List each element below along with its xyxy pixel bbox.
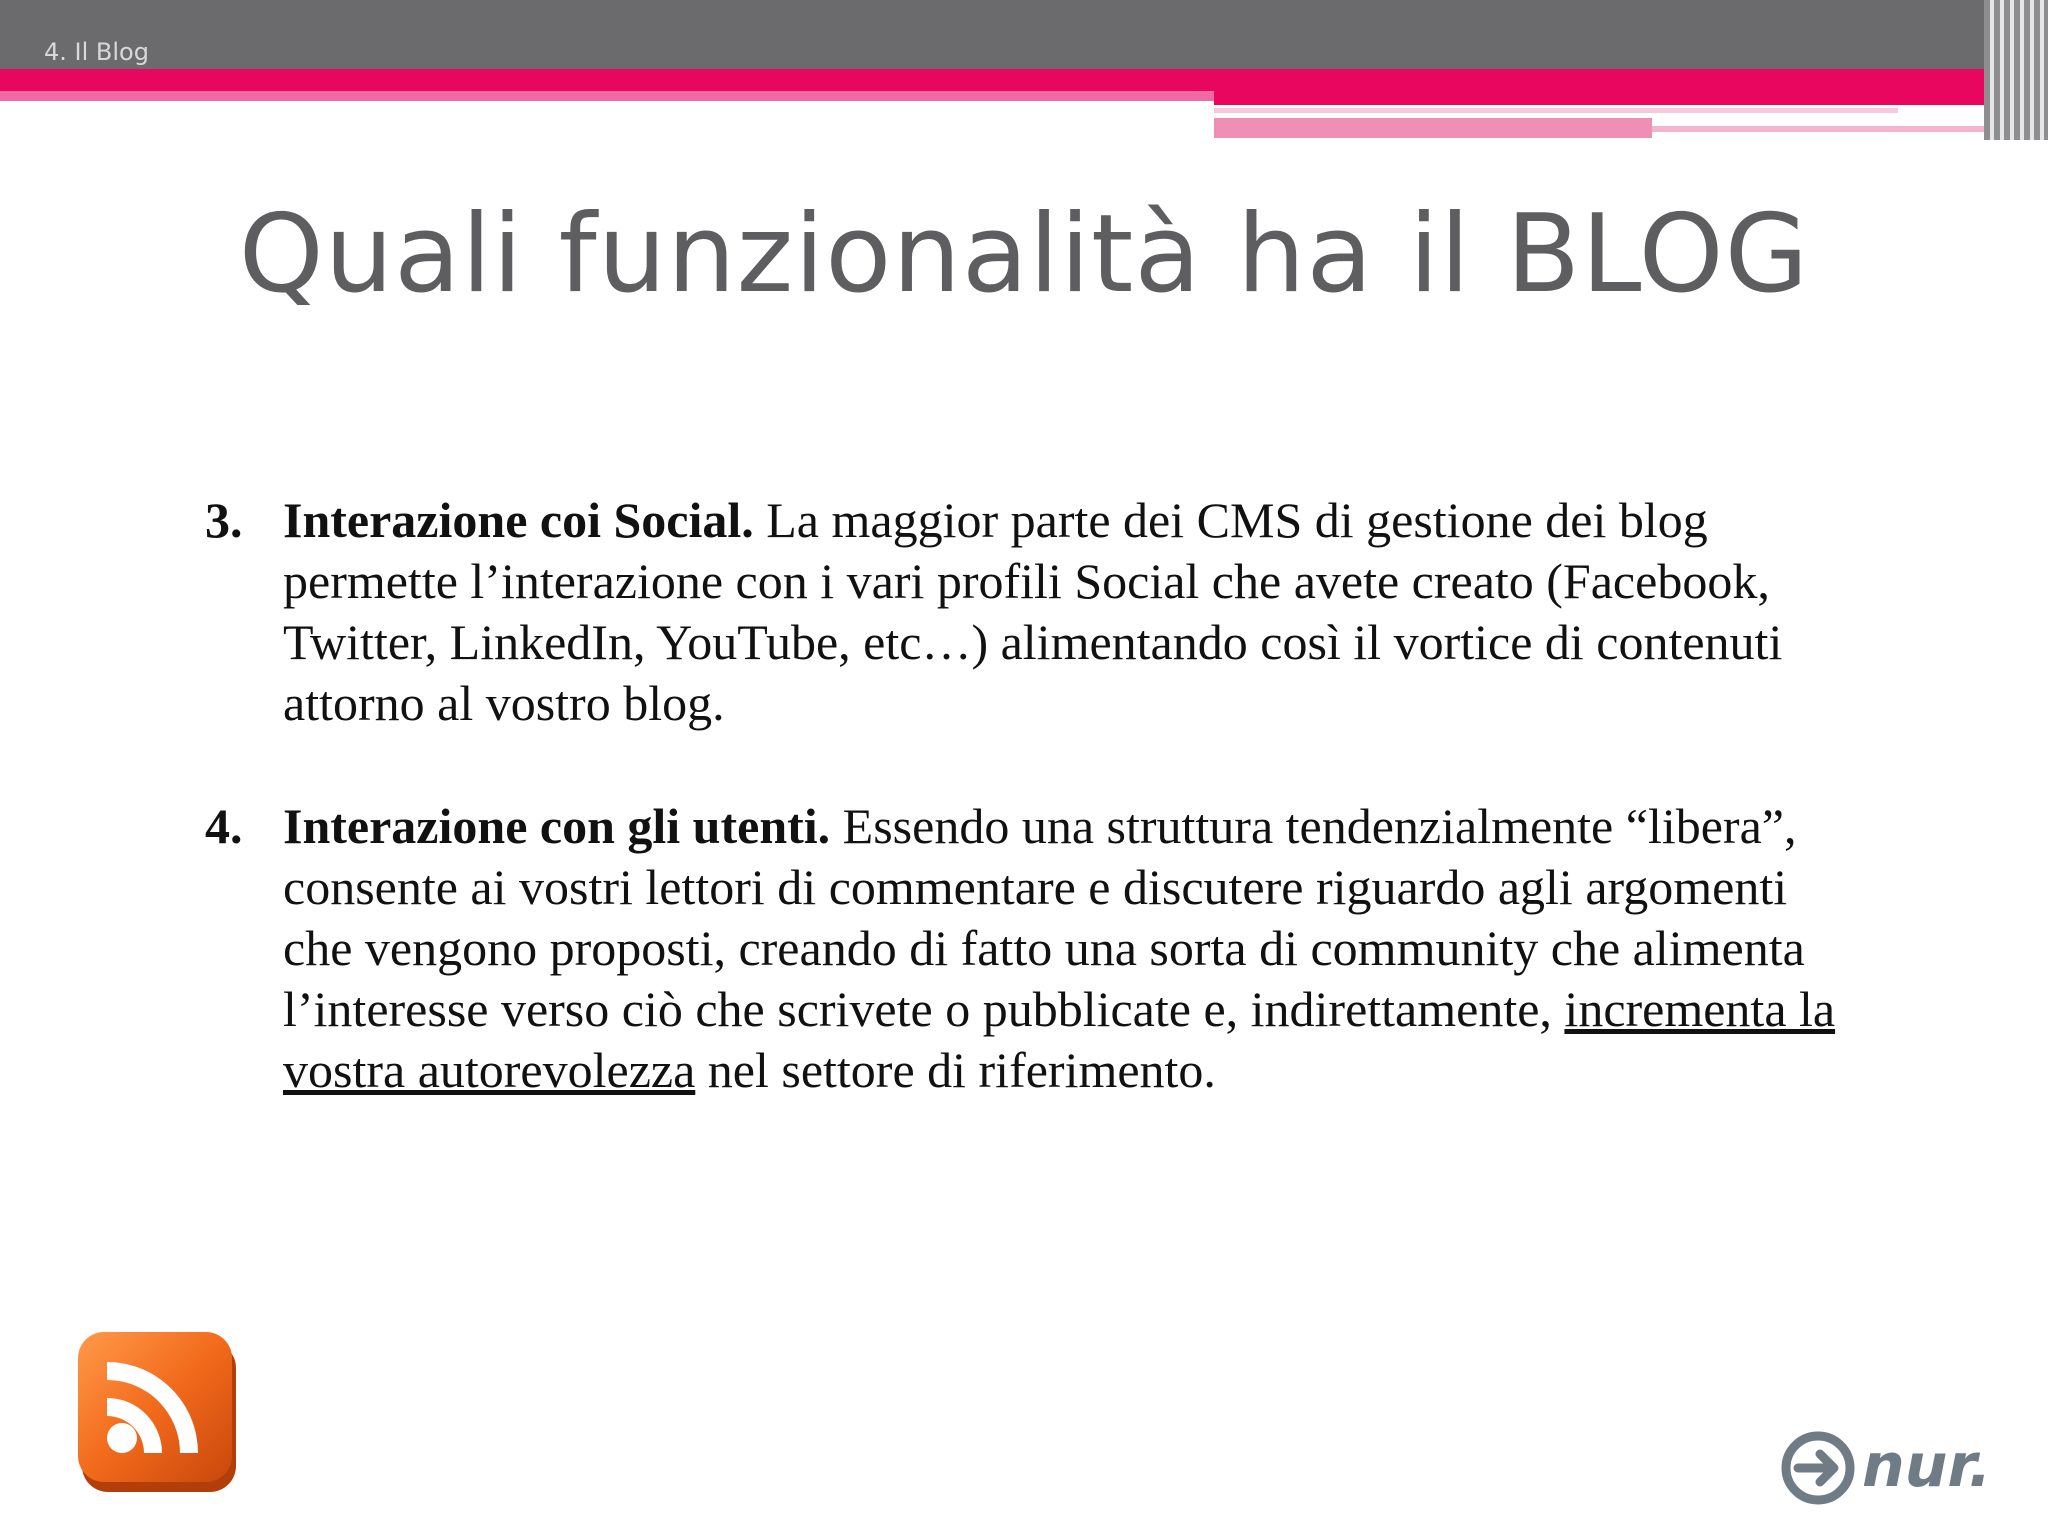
item-lead: Interazione con gli utenti. — [283, 798, 831, 854]
svg-text:nur.: nur. — [1862, 1431, 1992, 1501]
item-text: La maggior parte dei CMS di gestione dei blog permette l’interazione con i vari profili Social che avete creato (Facebook, Twitter, LinkedIn, YouTube, etc…) alimentando così il vortice di contenuti attorno al vostro blog. — [283, 492, 1783, 731]
header-accent-band — [1214, 118, 1652, 138]
nur-logo — [1780, 1422, 2000, 1514]
feature-list — [205, 490, 1845, 1101]
header-bar — [0, 0, 2048, 69]
item-text: Essendo una struttura tendenzialmente “libera”, consente ai vostri lettori di commentare e discutere riguardo agli argomenti che vengono proposti, creando di fatto una sorta di community che alimenta l’interesse verso ciò che scrivete o pubblicate e, indirettamente, — [283, 798, 1805, 1037]
header-stripes — [1984, 0, 2048, 140]
header-accent-bar-right — [1214, 69, 1992, 105]
list-item — [205, 796, 1845, 1101]
header-accent-bar-lower — [0, 91, 1214, 101]
list-item — [205, 490, 1845, 734]
slide-title: Quali funzionalità ha il BLOG — [238, 192, 1810, 317]
header-accent-gap — [1214, 113, 1898, 117]
header-accent-thin — [1652, 126, 1992, 132]
section-label: 4. Il Blog — [44, 38, 149, 66]
item-text-tail: nel settore di riferimento. — [695, 1042, 1216, 1098]
underlined-phrase: incrementa la vostra autorevolezza — [283, 981, 1836, 1098]
rss-feed-icon — [74, 1328, 242, 1496]
item-number: 4. — [205, 798, 243, 854]
header-accent-bar — [0, 69, 1214, 91]
item-number: 3. — [205, 492, 243, 548]
item-lead: Interazione coi Social. — [283, 492, 754, 548]
